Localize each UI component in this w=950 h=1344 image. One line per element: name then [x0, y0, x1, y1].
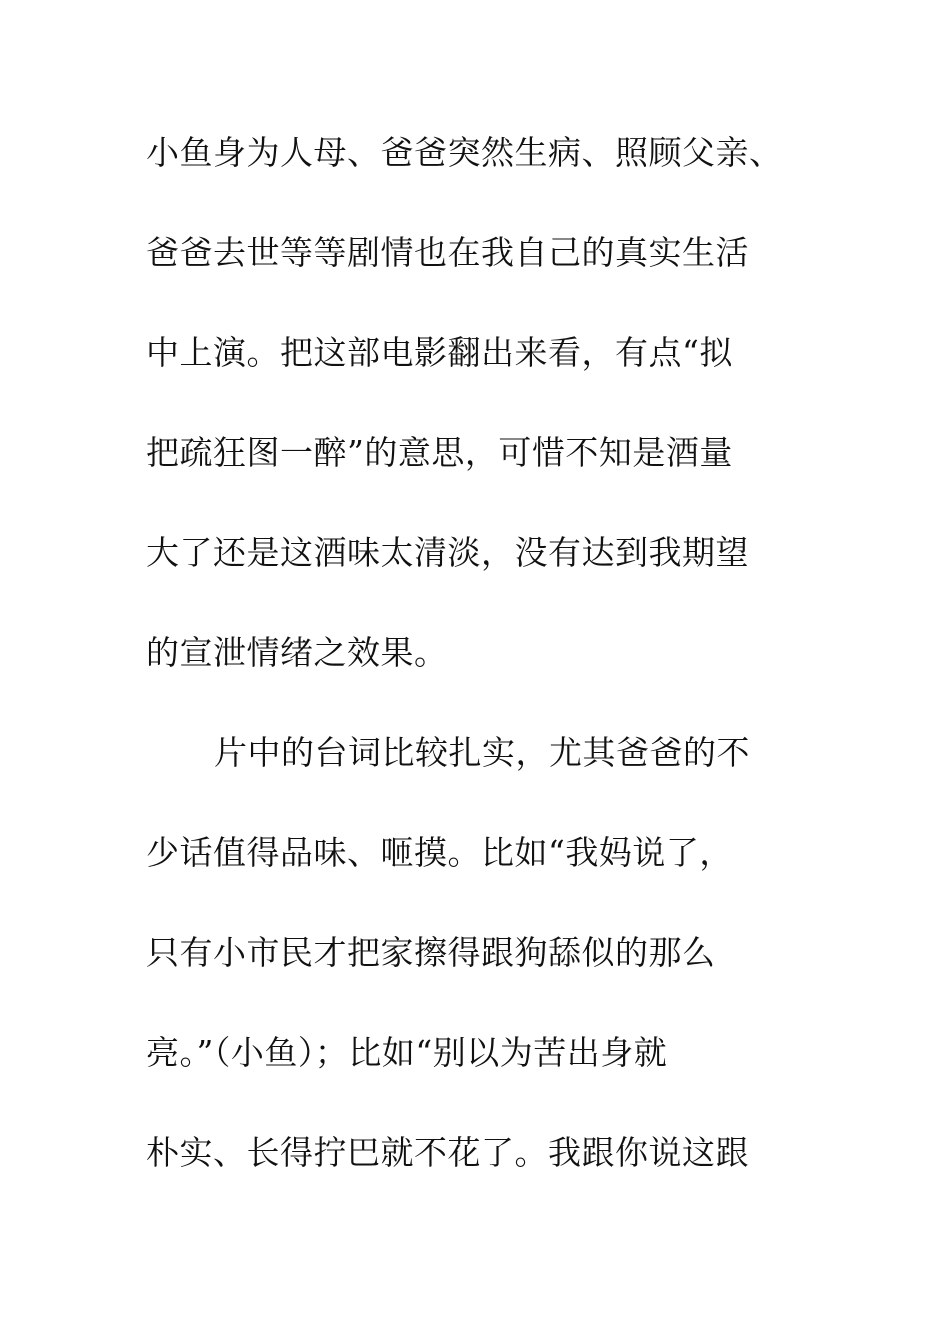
text-line: 朴实、长得拧巴就不花了。我跟你说这跟 — [146, 1133, 749, 1172]
text-line: 爸爸去世等等剧情也在我自己的真实生活 — [146, 233, 749, 272]
body-text — [146, 128, 826, 1228]
paragraph-start-line: 片中的台词比较扎实，尤其爸爸的不 — [214, 733, 750, 772]
text-line: 亮。”（小鱼）；比如“别以为苦出身就 — [146, 1033, 668, 1072]
text-line: 只有小市民才把家擦得跟狗舔似的那么 — [146, 933, 716, 972]
text-line: 少话值得品味、咂摸。比如“我妈说了， — [146, 833, 733, 872]
text-line: 的宣泄情绪之效果。 — [146, 633, 448, 672]
text-line: 中上演。把这部电影翻出来看，有点“拟 — [146, 333, 733, 372]
text-line: 大了还是这酒味太清淡，没有达到我期望 — [146, 533, 749, 572]
text-line: 把疏狂图一醉”的意思，可惜不知是酒量 — [146, 433, 733, 472]
text-line: 小鱼身为人母、爸爸突然生病、照顾父亲、 — [146, 133, 783, 172]
